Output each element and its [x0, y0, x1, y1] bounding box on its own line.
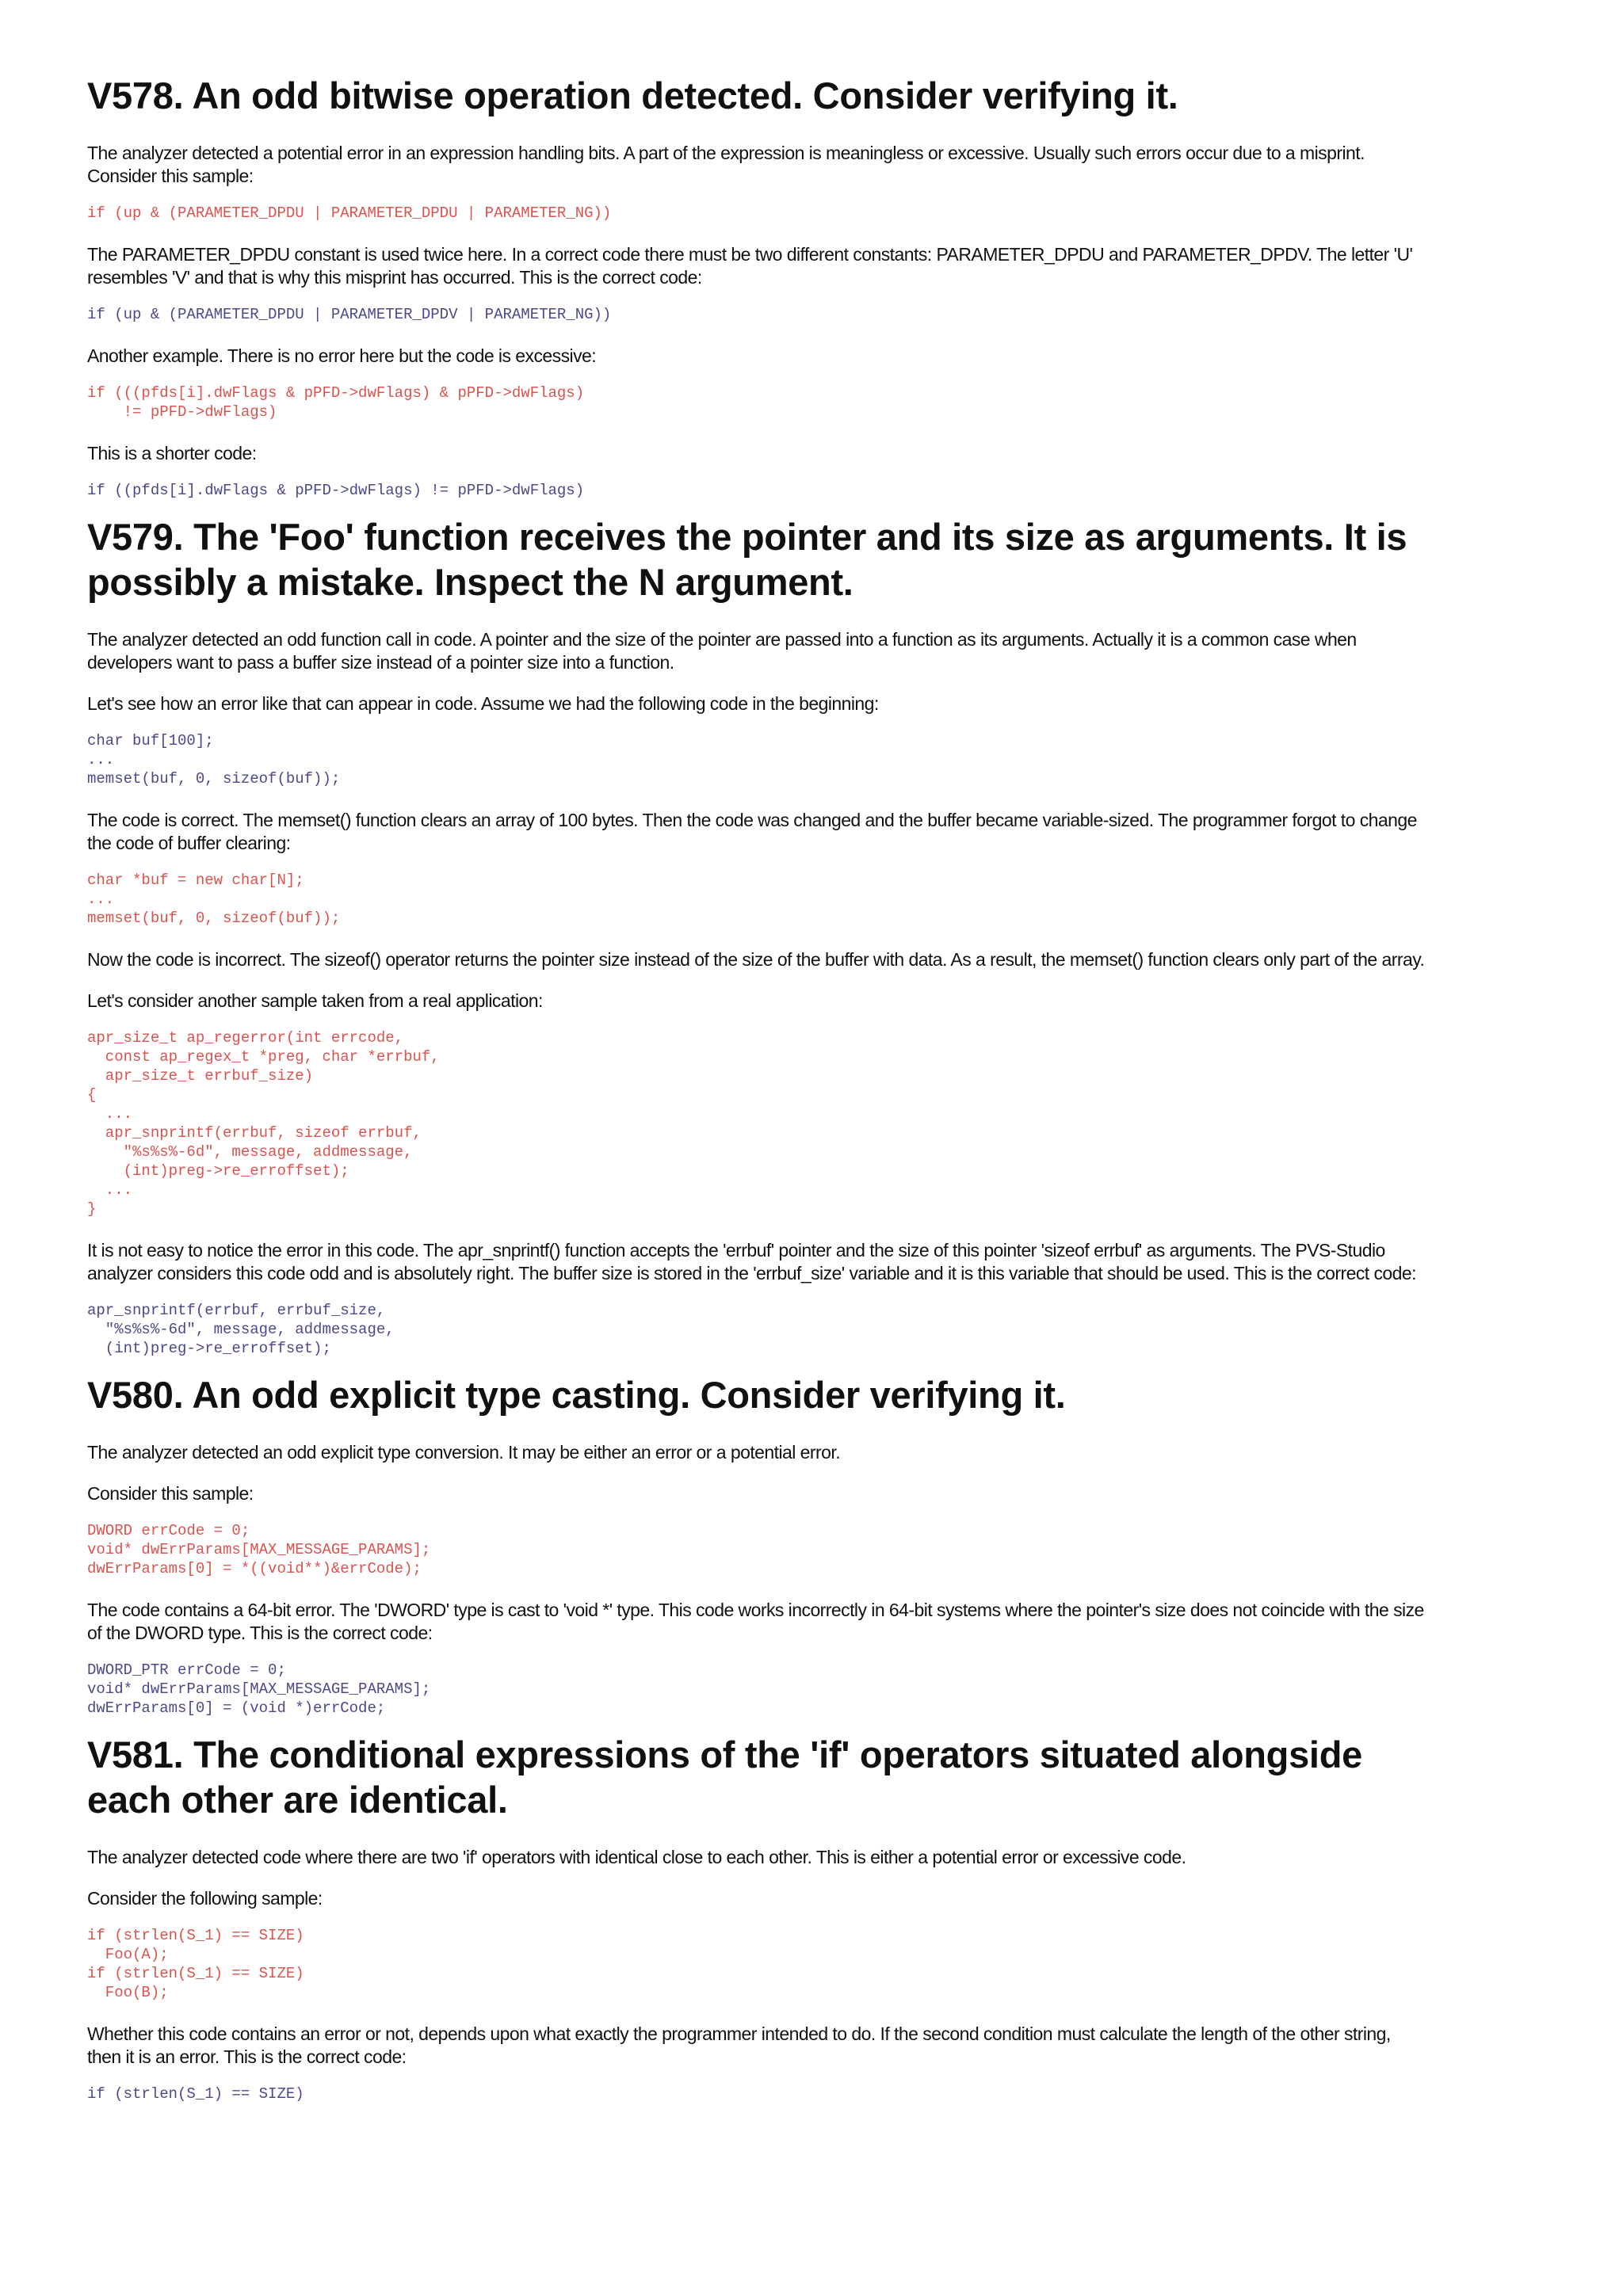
paragraph: Consider the following sample: [87, 1888, 323, 1909]
code-sample-correct: DWORD_PTR errCode = 0; void* dwErrParams[MAX_MESSAGE_PARAMS]; dwErrParams[0] = (void *)errCode; [87, 1661, 431, 1717]
code-sample-incorrect: if (((pfds[i].dwFlags & pPFD->dwFlags) & pPFD->dwFlags) != pPFD->dwFlags) [87, 384, 585, 421]
paragraph: The code contains a 64-bit error. The 'DWORD' type is cast to 'void *' type. This code works incorrectly in 64-bit systems where the pointer's size does not coincide with the size of the DWORD type. This is the correct code: [87, 1600, 1424, 1643]
paragraph: Let's see how an error like that can appear in code. Assume we had the following code in the beginning: [87, 693, 879, 714]
paragraph: The analyzer detected code where there are two 'if' operators with identical close to each other. This is either a potential error or excessive code. [87, 1847, 1186, 1867]
code-sample-incorrect: apr_size_t ap_regerror(int errcode, const ap_regex_t *preg, char *errbuf, apr_size_t errbuf_size) { ... apr_snprintf(errbuf, sizeof errbuf, "%s%s%-6d", message, addmessage, (int)preg->re_erroffset); ... } [87, 1029, 440, 1218]
paragraph: The analyzer detected a potential error in an expression handling bits. A part of the expression is meaningless or excessive. Usually such errors occur due to a misprint. Consider this sample: [87, 143, 1365, 186]
paragraph: The PARAMETER_DPDU constant is used twice here. In a correct code there must be two different constants: PARAMETER_DPDU and PARAMETER_DPDV. The letter 'U' resembles 'V' and that is why this misprint has occurred. This is the correct code: [87, 244, 1413, 288]
section-title: V579. The 'Foo' function receives the pointer and its size as arguments. It is possibly a mistake. Inspect the N argument. [87, 516, 1407, 603]
paragraph: Whether this code contains an error or not, depends upon what exactly the programmer intended to do. If the second condition must calculate the length of the other string, then it is an error. This is the correct code: [87, 2023, 1391, 2067]
code-sample-correct: apr_snprintf(errbuf, errbuf_size, "%s%s%-6d", message, addmessage, (int)preg->re_erroffset); [87, 1302, 395, 1357]
section-title: V580. An odd explicit type casting. Consider verifying it. [87, 1374, 1066, 1416]
code-sample-correct: if (up & (PARAMETER_DPDU | PARAMETER_DPDV | PARAMETER_NG)) [87, 306, 612, 323]
code-sample-incorrect: if (strlen(S_1) == SIZE) Foo(A); if (strlen(S_1) == SIZE) Foo(B); [87, 1927, 304, 2001]
section-v581 [87, 1732, 1426, 2103]
paragraph: The analyzer detected an odd function call in code. A pointer and the size of the pointer are passed into a function as its arguments. Actually it is a common case when developers want to pass a buffer size instead of a pointer size into a function. [87, 629, 1357, 673]
section-v580 [87, 1372, 1426, 1718]
section-title: V581. The conditional expressions of the 'if' operators situated alongside each other are identical. [87, 1733, 1362, 1821]
code-sample-incorrect: if (up & (PARAMETER_DPDU | PARAMETER_DPDU | PARAMETER_NG)) [87, 204, 612, 222]
paragraph: The code is correct. The memset() function clears an array of 100 bytes. Then the code was changed and the buffer became variable-sized. The programmer forgot to change the code of buffer clearing: [87, 810, 1417, 853]
paragraph: Another example. There is no error here but the code is excessive: [87, 345, 597, 366]
code-sample-correct: if ((pfds[i].dwFlags & pPFD->dwFlags) != pPFD->dwFlags) [87, 482, 585, 499]
paragraph: Let's consider another sample taken from a real application: [87, 990, 543, 1011]
code-sample-correct: char buf[100]; ... memset(buf, 0, sizeof(buf)); [87, 732, 341, 788]
paragraph: The analyzer detected an odd explicit type conversion. It may be either an error or a potential error. [87, 1442, 841, 1463]
code-sample-correct: if (strlen(S_1) == SIZE) [87, 2085, 304, 2103]
section-v578 [87, 73, 1426, 500]
paragraph: This is a shorter code: [87, 443, 257, 463]
section-v579 [87, 514, 1426, 1358]
document-page [87, 73, 1426, 2103]
section-title: V578. An odd bitwise operation detected. Consider verifying it. [87, 74, 1178, 116]
code-sample-incorrect: char *buf = new char[N]; ... memset(buf, 0, sizeof(buf)); [87, 871, 341, 927]
paragraph: Now the code is incorrect. The sizeof() operator returns the pointer size instead of the size of the buffer with data. As a result, the memset() function clears only part of the array. [87, 949, 1425, 970]
paragraph: It is not easy to notice the error in this code. The apr_snprintf() function accepts the 'errbuf' pointer and the size of this pointer 'sizeof errbuf' as arguments. The PVS-Studio analyzer considers this code odd and is absolutely right. The buffer size is stored in the 'errbuf_size' variable and it is this variable that should be used. This is the correct code: [87, 1240, 1417, 1283]
code-sample-incorrect: DWORD errCode = 0; void* dwErrParams[MAX_MESSAGE_PARAMS]; dwErrParams[0] = *((void**)&errCode); [87, 1522, 431, 1577]
paragraph: Consider this sample: [87, 1483, 254, 1504]
